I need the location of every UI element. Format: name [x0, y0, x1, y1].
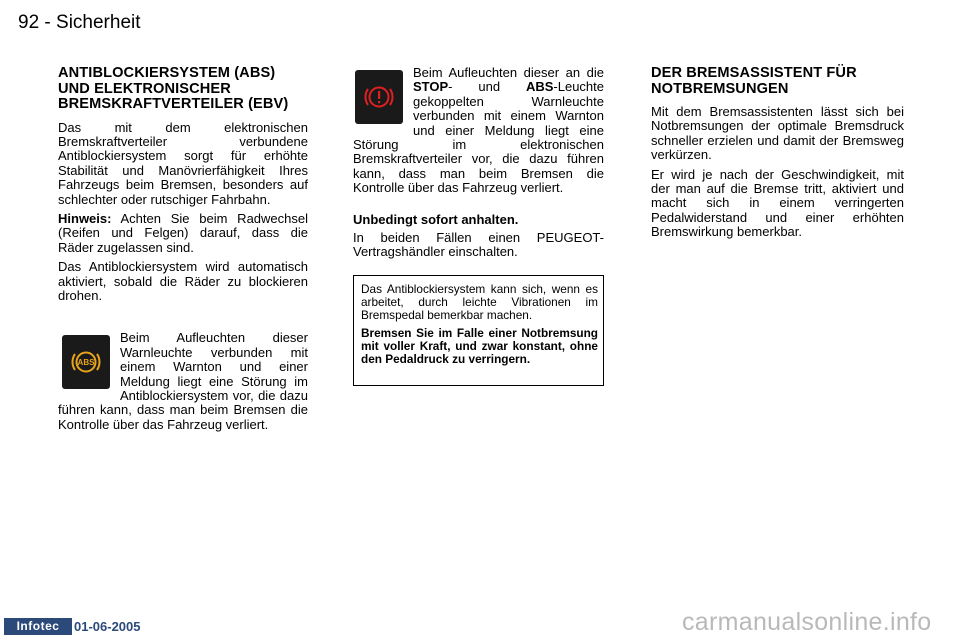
- infotec-badge: Infotec: [4, 618, 72, 635]
- hint-text: Achten Sie beim Radwechsel (Reifen und Felgen) darauf, dass die Räder zugelassen sind.: [58, 210, 308, 255]
- stop-label: STOP: [413, 79, 449, 95]
- page-header: [18, 12, 141, 34]
- column-ebv-warning: [353, 66, 604, 265]
- column-brake-assist: [651, 66, 904, 245]
- abs-intro-paragraph: Das mit dem elektronischen Bremskraftverteiler verbundene Antiblockiersystem sorgt für erhöhte Stabilität und Manövrierfähigkeit Ihres Fahrzeugs beim Bremsen, besonders auf schlechter oder rutschiger Fahrbahn.: [58, 119, 308, 207]
- abs-label: ABS: [525, 79, 554, 95]
- brake-warning-lamp-icon: [355, 70, 403, 124]
- section-title: Sicherheit: [56, 12, 141, 33]
- abs-lamp-label: ABS: [77, 358, 95, 368]
- abs-warning-block: [58, 331, 308, 432]
- hint-paragraph: [58, 212, 308, 255]
- abs-warning-lamp-icon: [62, 335, 110, 389]
- brake-assist-paragraph-1: Mit dem Bremsassistenten lässt sich bei Notbremsungen der optimale Bremsdruck schneller erzielen und damit der Bremsweg verkürzen.: [651, 104, 904, 163]
- column-abs-ebv: [58, 66, 308, 437]
- header-separator: -: [44, 12, 51, 33]
- abs-warning-text: Beim Aufleuchten dieser Warnleuchte verbunden mit einem Warnton und einer Meldung liegt eine Störung im Antiblockiersystem vor, die dazu führen kann, dass man beim Bremsen die Kontrolle über das Fahrzeug verliert.: [58, 330, 308, 432]
- footer-date: 01-06-2005: [74, 619, 141, 634]
- note-bold-text: Bremsen Sie im Falle einer Notbremsung mit voller Kraft, und zwar konstant, ohne den Pedaldruck zu verringern.: [361, 326, 598, 366]
- dealer-paragraph: In beiden Fällen einen PEUGEOT-Vertragshändler einschalten.: [353, 230, 604, 260]
- stop-immediately-heading: Unbedingt sofort anhalten.: [353, 211, 519, 227]
- ebv-warning-text: Beim Aufleuchten dieser an die STOP- und ABS-Leuchte gekoppelten Warnleuchte verbunden mit einem Warnton und einer Meldung liegt eine Störung im elektronischen Bremskraftverteiler vor, die dazu führen kann, dass man beim Bremsen die Kontrolle über das Fahrzeug verliert.: [353, 65, 604, 196]
- abs-ebv-heading: ANTIBLOCKIERSYSTEM (ABS) UND ELEKTRONISCHER BREMSKRAFTVERTEILER (EBV): [58, 65, 289, 112]
- abs-note-box: [353, 275, 604, 386]
- page-number: 92: [18, 12, 40, 33]
- brake-assist-paragraph-2: Er wird je nach der Geschwindigkeit, mit der man auf die Bremse tritt, aktiviert und macht sich in einem verringerten Pedalwiderstand und einer erhöhten Bremswirkung bemerkbar.: [651, 166, 904, 240]
- ebv-warning-block: [353, 66, 604, 196]
- hint-label: Hinweis:: [58, 210, 112, 226]
- watermark: carmanualsonline.info: [682, 608, 932, 636]
- abs-activation-paragraph: Das Antiblockiersystem wird automatisch aktiviert, sobald die Räder zu blockieren drohen.: [58, 259, 308, 303]
- note-text: Das Antiblockiersystem kann sich, wenn es arbeitet, durch leichte Vibrationen im Bremspedal bemerkbar machen.: [361, 282, 598, 322]
- brake-assist-heading: DER BREMSASSISTENT FÜR NOTBREMSUNGEN: [651, 65, 857, 97]
